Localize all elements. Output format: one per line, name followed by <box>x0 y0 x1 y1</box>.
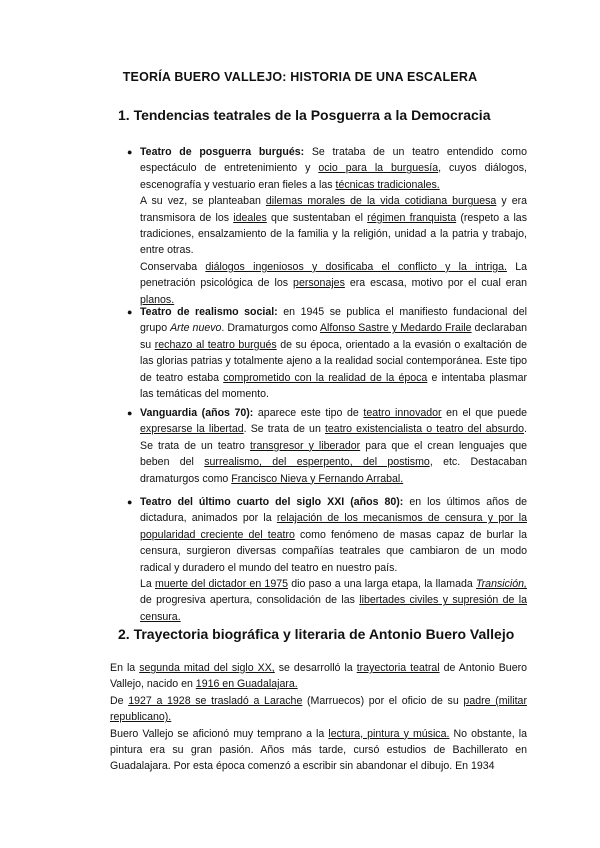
bullet-body <box>140 144 527 308</box>
text-run: Conservaba <box>140 260 206 273</box>
text-run: Francisco Nieva y Fernando Arrabal. <box>231 472 404 485</box>
document-title: TEORÍA BUERO VALLEJO: HISTORIA DE UNA ESCALERA <box>122 70 478 84</box>
bullet-item <box>127 144 527 308</box>
text-run: en 1945 se publica el manifiesto fundacional del grupo <box>140 306 528 335</box>
text-run: Buero Vallejo se aficionó muy temprano a la <box>110 727 329 740</box>
bullet-item <box>127 405 527 487</box>
text-run: rechazo al teatro burgués <box>154 338 277 351</box>
text-run: régimen franquista <box>367 211 457 224</box>
text-run: planos. <box>140 293 175 306</box>
bullet-icon: ● <box>127 408 133 418</box>
text-run: expresarse la libertad <box>140 423 244 436</box>
text-run: . Dramaturgos como <box>221 322 320 335</box>
bullet-label: Teatro de realismo social: <box>140 306 278 318</box>
text-run: técnicas tradicionales. <box>335 178 440 191</box>
text-run: teatro innovador <box>363 407 442 419</box>
text-run: . Se trata de un <box>243 423 325 436</box>
bullet-paragraph <box>140 576 527 625</box>
text-run: aparece este tipo de <box>253 407 364 419</box>
body-paragraph <box>110 660 527 693</box>
text-run: Arte nuevo <box>170 322 222 335</box>
bullet-body <box>140 494 527 625</box>
text-run: Se trataba de un teatro entendido como espectáculo de entretenimiento y <box>140 146 527 175</box>
text-run: libertades civiles y supresión de la censura. <box>140 594 527 623</box>
bullet-paragraph <box>140 405 527 487</box>
bullet-icon: ● <box>127 147 133 157</box>
bullet-body <box>140 304 527 402</box>
text-run: Transición, <box>475 578 527 591</box>
text-run: (respeto a las tradiciones, ensalzamiento de la familia y la religión, unidad a la patria y trabajo, entre otras. <box>140 211 527 257</box>
text-run: que sustentaban el <box>266 211 368 224</box>
bullet-paragraph <box>140 304 527 402</box>
bullet-label: Teatro de posguerra burgués: <box>140 146 305 158</box>
text-run: segunda mitad del siglo XX, <box>139 662 275 674</box>
text-run: A su vez, se planteaban <box>140 195 266 208</box>
text-run: de progresiva apertura, consolidación de las <box>140 594 360 607</box>
section-2-heading: 2. Trayectoria biográfica y literaria de Antonio Buero Vallejo <box>118 626 515 642</box>
text-run: era escasa, motivo por el cual eran <box>344 277 527 290</box>
rich-text <box>140 306 527 400</box>
text-run: y era transmisora de los <box>140 195 528 224</box>
text-run: dio paso a una larga etapa, la llamada <box>288 578 476 591</box>
text-run: relajación de los mecanismos de censura y por la popularidad creciente del teatro <box>140 512 527 541</box>
text-run: La penetración psicológica de los <box>140 260 527 290</box>
body-paragraph <box>110 693 527 726</box>
text-run: 1916 en Guadalajara. <box>195 678 298 691</box>
bullet-icon: ● <box>127 497 133 507</box>
text-run: , cuyos diálogos, escenografía y vestuario eran fieles a las <box>140 162 527 191</box>
bullet-paragraph <box>140 494 527 576</box>
text-run: , etc. Destacaban dramaturgos como <box>140 456 527 485</box>
text-run: padre (militar republicano). <box>110 694 527 724</box>
text-run: surrealismo, del esperpento, del postismo <box>204 456 430 469</box>
bullet-paragraph <box>140 259 527 308</box>
text-run: En la <box>110 662 140 674</box>
text-run: De <box>110 694 129 707</box>
text-run: trayectoria teatral <box>356 662 440 674</box>
text-run: como fenómeno de masas capaz de burlar la censura, surgieron diversas compañías teatrales que cambiaron de un modo radical y duradero el mundo del teatro en nuestro país. <box>140 528 527 574</box>
text-run: e intentaba plasmar las temáticas del momento. <box>140 371 527 401</box>
text-run: 1927 a 1928 se trasladó a Larache <box>128 694 303 707</box>
bullet-body <box>140 405 527 487</box>
text-run: . Se trata de un teatro <box>140 423 527 452</box>
text-run: lectura, pintura y música. <box>328 727 450 740</box>
text-run: en el que puede <box>441 407 528 419</box>
bullet-icon: ● <box>127 307 133 317</box>
text-run: diálogos ingeniosos y dosificaba el conflicto y la intriga. <box>205 260 507 273</box>
section-1-heading: 1. Tendencias teatrales de la Posguerra a la Democracia <box>118 107 491 123</box>
text-run: muerte del dictador en 1975 <box>155 578 289 591</box>
text-run: de su época, orientado a la evasión o exaltación de las glorias patrias y totalmente ajeno a la realidad social contemporánea. Este tipo de teatro estaba <box>140 338 527 384</box>
bullet-label: Vanguardia (años 70): <box>140 407 254 419</box>
bullet-item <box>127 494 527 625</box>
bullet-paragraph <box>140 193 527 259</box>
text-run: se desarrolló la <box>274 662 357 674</box>
text-run: en los últimos años de dictadura, animados por la <box>140 496 527 525</box>
text-run: No obstante, la pintura era su gran pasión. Años más tarde, cursó estudios de Bachillerato en Guadalajara. Por esta época comenzó a escribir sin abandonar el dibujo. En 1934 <box>110 727 527 773</box>
text-run: comprometido con la realidad de la época <box>223 371 428 384</box>
text-run: para que el crean lenguajes que beben del <box>140 439 528 469</box>
body-paragraph <box>110 726 527 775</box>
text-run: de Antonio Buero Vallejo, nacido en <box>110 662 528 691</box>
bullet-item <box>127 304 527 402</box>
text-run: La <box>140 578 155 591</box>
text-run: transgresor y liberador <box>249 439 361 452</box>
text-run: Alfonso Sastre y Medardo Fraile <box>319 322 472 335</box>
text-run: ocio para la burguesía <box>318 162 439 175</box>
text-run: teatro existencialista o teatro del absurdo <box>324 423 525 436</box>
text-run: (Marruecos) por el oficio de su <box>302 694 464 707</box>
section-2-body <box>110 660 527 775</box>
bullet-paragraph <box>140 144 527 193</box>
bullet-label: Teatro del último cuarto del siglo XXI (años 80): <box>140 496 404 508</box>
text-run: ideales <box>233 211 267 224</box>
text-run: declaraban su <box>140 322 527 351</box>
text-run: dilemas morales de la vida cotidiana burguesa <box>265 195 497 208</box>
text-run: personajes <box>293 277 345 290</box>
